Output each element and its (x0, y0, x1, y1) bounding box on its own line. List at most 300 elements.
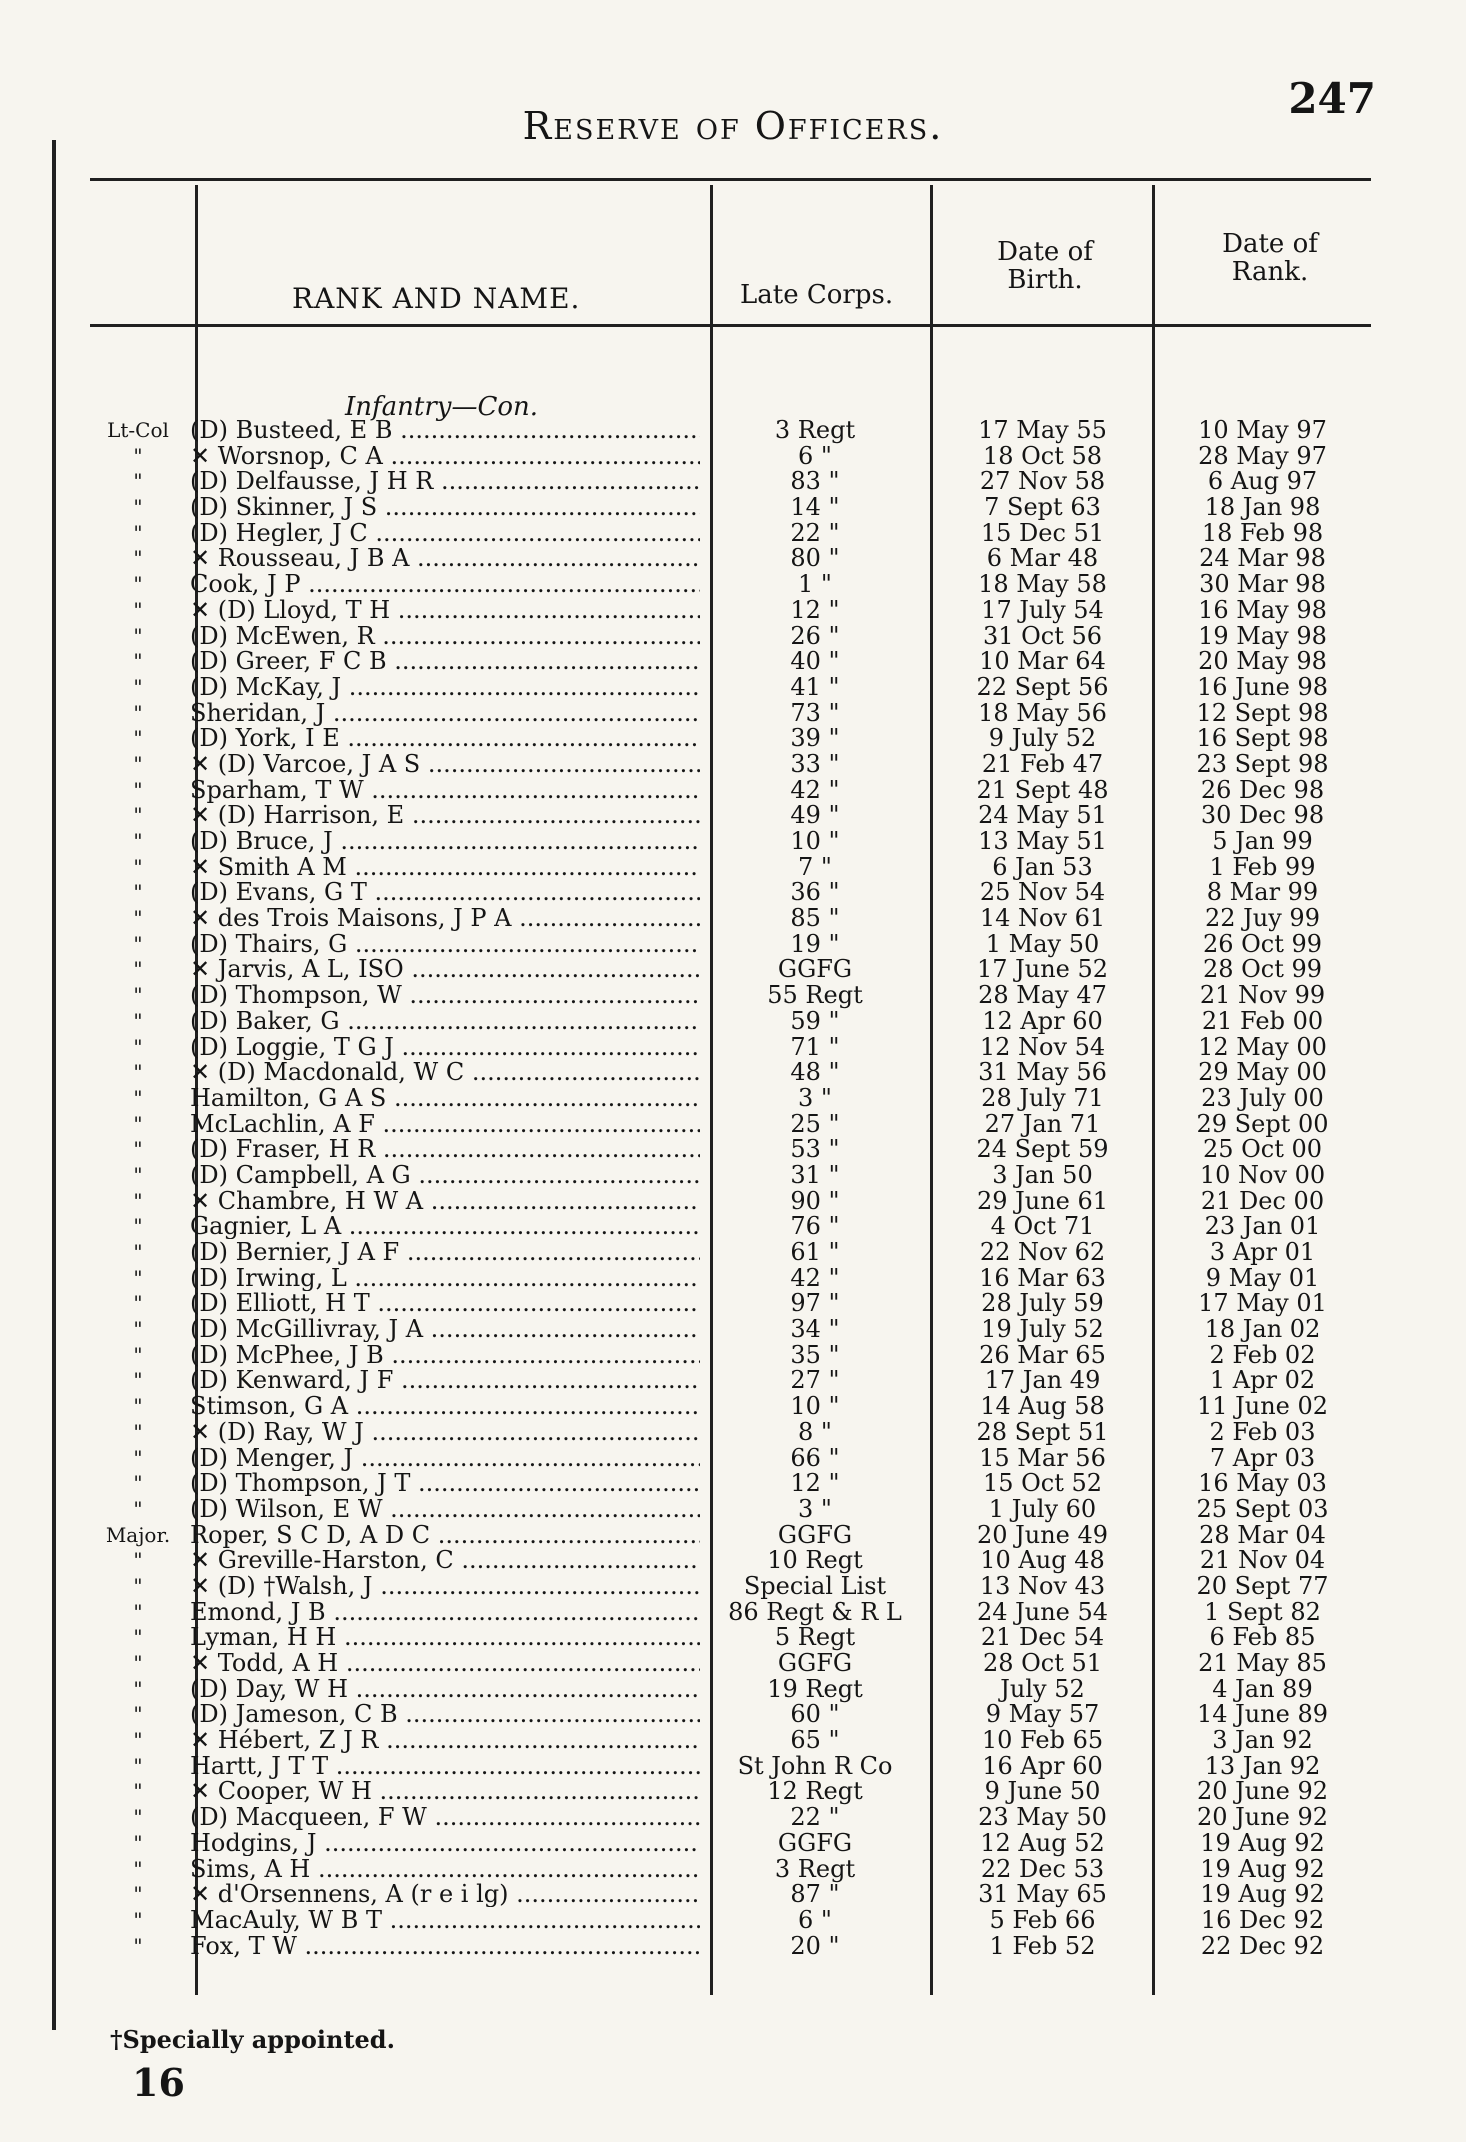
table-row (0, 726, 1466, 752)
date-of-rank-cell: 2 Feb 03 (1209, 1417, 1316, 1446)
table-row (0, 1291, 1466, 1317)
date-of-birth-cell: 1 May 50 (985, 929, 1100, 958)
date-of-birth-cell: 14 Aug 58 (980, 1392, 1105, 1421)
table-header-rule (90, 324, 1371, 327)
rank-cell: " (133, 1291, 143, 1316)
table-row (0, 1083, 1466, 1112)
name-cell: ✕ Chambre, H W A ..... (190, 1189, 700, 1214)
date-of-rank-cell: 20 June 92 (1196, 1777, 1329, 1806)
date-of-birth-cell: 21 Sept 48 (976, 775, 1109, 804)
late-corps-cell: 22 " (790, 1803, 840, 1832)
rank-cell: " (133, 443, 143, 468)
name-cell: Sims, A H ..... (190, 1857, 700, 1882)
table-row (0, 1060, 1466, 1086)
date-of-birth-cell: 31 May 65 (978, 1880, 1107, 1909)
date-of-birth-cell: 26 Mar 65 (979, 1340, 1106, 1369)
rank-cell: " (133, 1060, 143, 1085)
late-corps-cell: GGFG (777, 1520, 853, 1549)
date-of-birth-cell: 18 Oct 58 (982, 441, 1103, 470)
table-row (0, 518, 1466, 547)
late-corps-cell: 49 " (790, 801, 840, 830)
late-corps-cell: 3 Regt (774, 1854, 856, 1883)
rank-cell: " (133, 777, 143, 802)
name-cell: ✕ Cooper, W H ..... (190, 1779, 700, 1804)
table-row (0, 803, 1466, 829)
date-of-rank-cell: 21 Dec 00 (1200, 1186, 1325, 1215)
date-of-rank-cell: 22 Dec 92 (1200, 1931, 1325, 1960)
late-corps-cell: 53 " (790, 1135, 840, 1164)
name-cell: (D) Busteed, E B ..... (190, 418, 700, 443)
date-of-rank-cell: 26 Oct 99 (1202, 929, 1323, 958)
date-of-birth-cell: 16 Mar 63 (979, 1263, 1106, 1292)
rank-cell: Lt-Col (107, 418, 169, 442)
rank-cell: " (133, 546, 143, 571)
late-corps-cell: 19 " (790, 929, 840, 958)
date-of-rank-cell: 24 Mar 98 (1199, 544, 1326, 573)
date-of-birth-cell: 28 July 71 (981, 1083, 1104, 1112)
name-cell: (D) Thompson, W ..... (190, 983, 700, 1008)
date-of-rank-cell: 2 Feb 02 (1209, 1340, 1316, 1369)
date-of-birth-cell: 12 Aug 52 (980, 1828, 1105, 1857)
date-of-rank-cell: 10 Nov 00 (1199, 1160, 1326, 1189)
name-cell: (D) Loggie, T G J ..... (190, 1035, 700, 1060)
late-corps-cell: 12 " (790, 1469, 840, 1498)
date-of-rank-cell: 3 Jan 92 (1212, 1726, 1313, 1755)
name-cell: ✕ (D) †Walsh, J ..... (190, 1574, 700, 1599)
late-corps-cell: 19 Regt (767, 1674, 863, 1703)
date-of-birth-cell: 15 Dec 51 (980, 518, 1105, 547)
rank-cell: " (133, 597, 143, 622)
date-of-birth-cell: 15 Mar 56 (979, 1443, 1106, 1472)
name-cell: Sheridan, J ..... (190, 701, 700, 726)
date-of-birth-cell: 27 Nov 58 (979, 467, 1106, 496)
table-row (0, 1882, 1466, 1908)
late-corps-cell: 12 Regt (767, 1777, 863, 1806)
rank-cell: " (133, 906, 143, 931)
date-of-birth-cell: 23 May 50 (978, 1803, 1107, 1832)
date-of-birth-cell: 16 Apr 60 (982, 1751, 1103, 1780)
table-row (0, 1417, 1466, 1446)
date-of-birth-cell: 13 Nov 43 (979, 1571, 1106, 1600)
date-of-rank-cell: 28 May 97 (1198, 441, 1327, 470)
rank-cell: " (133, 1342, 143, 1367)
table-row (0, 1160, 1466, 1189)
late-corps-cell: St John R Co (737, 1751, 893, 1780)
table-row (0, 495, 1466, 521)
table-row (0, 852, 1466, 881)
date-of-birth-cell: 31 May 56 (978, 1058, 1107, 1087)
date-of-rank-cell: 1 Apr 02 (1209, 1366, 1316, 1395)
table-row (0, 1006, 1466, 1035)
table-row (0, 957, 1466, 983)
name-cell: (D) Elliott, H T ..... (190, 1291, 700, 1316)
name-cell: ✕ (D) Macdonald, W C ..... (190, 1060, 700, 1085)
table-row (0, 880, 1466, 906)
date-of-rank-cell: 21 May 85 (1198, 1649, 1327, 1677)
late-corps-cell: 6 " (798, 441, 832, 470)
date-of-birth-cell: 4 Oct 71 (990, 1212, 1095, 1241)
table-row (0, 1494, 1466, 1523)
date-of-rank-cell: 19 Aug 92 (1200, 1828, 1325, 1857)
date-of-birth-cell: 9 July 52 (988, 724, 1097, 753)
name-cell: (D) Campbell, A G ..... (190, 1163, 700, 1188)
rank-cell: " (133, 1753, 143, 1778)
table-row (0, 1751, 1466, 1780)
date-of-rank-cell: 16 June 98 (1196, 672, 1329, 701)
date-of-rank-cell: 30 Mar 98 (1199, 570, 1326, 599)
late-corps-cell: 41 " (790, 672, 840, 701)
late-corps-cell: 10 Regt (767, 1546, 863, 1575)
table-row (0, 469, 1466, 495)
late-corps-cell: 6 " (798, 1905, 832, 1934)
rank-cell: " (133, 803, 143, 828)
name-cell: Sparham, T W ..... (190, 778, 700, 803)
rank-cell: " (133, 983, 143, 1008)
table-row (0, 1625, 1466, 1651)
date-of-birth-cell: 12 Nov 54 (979, 1032, 1106, 1061)
table-row (0, 929, 1466, 958)
table-row (0, 1520, 1466, 1549)
rank-cell: " (133, 1625, 143, 1650)
date-of-birth-cell: 24 May 51 (978, 801, 1107, 830)
date-of-rank-cell: 23 Jan 01 (1204, 1212, 1321, 1241)
date-of-rank-cell: 16 Sept 98 (1196, 724, 1329, 753)
table-row (0, 1137, 1466, 1163)
date-of-birth-cell: 28 Sept 51 (976, 1417, 1109, 1446)
name-cell: ✕ Greville-Harston, C ..... (190, 1548, 700, 1573)
name-cell: (D) Hegler, J C ..... (190, 521, 700, 546)
rank-cell: " (133, 1265, 143, 1290)
date-of-rank-cell: 25 Oct 00 (1202, 1135, 1323, 1164)
date-of-birth-cell: 28 Oct 51 (982, 1649, 1103, 1677)
date-of-rank-cell: 28 Oct 99 (1202, 955, 1323, 984)
date-of-rank-cell: 17 May 01 (1198, 1289, 1327, 1318)
late-corps-cell: 34 " (790, 1315, 840, 1344)
late-corps-cell: 22 " (790, 518, 840, 547)
table-row (0, 1263, 1466, 1292)
date-of-rank-cell: 8 Mar 99 (1206, 878, 1319, 907)
rank-cell: " (133, 1856, 143, 1881)
date-of-birth-cell: 22 Sept 56 (976, 672, 1109, 701)
late-corps-cell: 8 " (798, 1417, 832, 1446)
date-of-birth-cell: 10 Aug 48 (980, 1546, 1105, 1575)
late-corps-cell: 83 " (790, 467, 840, 496)
rank-cell: " (133, 1882, 143, 1907)
rank-cell: " (133, 1702, 143, 1727)
late-corps-cell: 3 " (798, 1083, 832, 1112)
name-cell: ✕ Jarvis, A L, ISO ..... (190, 957, 700, 982)
table-row (0, 1109, 1466, 1138)
late-corps-cell: 85 " (790, 904, 840, 933)
name-cell: ✕ Hébert, Z J R ..... (190, 1728, 700, 1753)
date-of-rank-cell: 1 Sept 82 (1204, 1597, 1321, 1626)
date-of-birth-cell: 19 July 52 (981, 1315, 1104, 1344)
rank-cell: " (133, 1779, 143, 1804)
date-of-birth-cell: 17 June 52 (976, 955, 1109, 984)
name-cell: Emond, J B ..... (190, 1600, 700, 1625)
date-of-birth-cell: 22 Dec 53 (980, 1854, 1105, 1883)
date-of-rank-cell: 5 Jan 99 (1212, 827, 1313, 855)
table-row (0, 1368, 1466, 1394)
rank-cell: " (133, 1137, 143, 1162)
rank-cell: " (133, 520, 143, 545)
table-row (0, 1471, 1466, 1497)
date-of-rank-cell: 11 June 02 (1196, 1392, 1329, 1421)
date-of-birth-cell: 1 July 60 (988, 1494, 1097, 1523)
name-cell: MacAuly, W B T ..... (190, 1908, 700, 1933)
date-of-rank-cell: 21 Nov 04 (1199, 1546, 1326, 1575)
date-of-birth-cell: 3 Jan 50 (992, 1160, 1093, 1189)
date-of-rank-cell: 28 Mar 04 (1199, 1520, 1326, 1549)
date-of-birth-cell: 1 Feb 52 (989, 1931, 1096, 1960)
table-row (0, 1779, 1466, 1805)
date-of-birth-cell: 15 Oct 52 (982, 1469, 1103, 1498)
rank-cell: " (133, 1599, 143, 1624)
date-of-rank-cell: 29 Sept 00 (1196, 1109, 1329, 1138)
name-cell: ✕ (D) Harrison, E ..... (190, 803, 700, 828)
late-corps-cell: 5 Regt (774, 1623, 856, 1652)
date-of-rank-cell: 4 Jan 89 (1212, 1674, 1313, 1703)
signature-number: 16 (132, 2060, 185, 2105)
rank-cell: " (133, 495, 143, 520)
date-of-rank-cell: 19 Aug 92 (1200, 1854, 1325, 1883)
date-of-rank-cell: 16 May 03 (1198, 1469, 1327, 1498)
rank-cell: " (133, 957, 143, 982)
date-of-birth-cell: 18 May 56 (978, 698, 1107, 727)
date-of-birth-cell: 31 Oct 56 (982, 621, 1103, 650)
late-corps-cell: 40 " (790, 647, 840, 676)
late-corps-cell: 31 " (790, 1160, 840, 1189)
table-row (0, 1214, 1466, 1240)
name-cell: ✕ (D) Lloyd, T H ..... (190, 598, 700, 623)
date-of-rank-cell: 29 May 00 (1198, 1058, 1327, 1087)
date-of-rank-cell: 23 July 00 (1201, 1083, 1324, 1112)
table-row (0, 829, 1466, 855)
date-of-birth-cell: 14 Nov 61 (979, 904, 1106, 933)
table-row (0, 572, 1466, 598)
late-corps-cell: 20 " (790, 1931, 840, 1960)
date-of-rank-cell: 20 May 98 (1198, 647, 1327, 676)
date-of-birth-cell: 25 Nov 54 (979, 878, 1106, 907)
table-row (0, 1674, 1466, 1703)
rank-cell: " (133, 1188, 143, 1213)
late-corps-cell: 86 Regt & R L (728, 1597, 902, 1626)
late-corps-cell: 26 " (790, 621, 840, 650)
date-of-rank-cell: 21 Feb 00 (1201, 1006, 1324, 1035)
date-of-birth-cell: 21 Feb 47 (981, 749, 1104, 778)
late-corps-cell: 42 " (790, 775, 840, 804)
table-row (0, 1931, 1466, 1960)
rank-cell: " (133, 649, 143, 674)
rank-cell: " (133, 829, 143, 853)
date-of-birth-cell: 10 Mar 64 (979, 647, 1106, 676)
name-cell: (D) York, I E ..... (190, 726, 700, 751)
late-corps-cell: 66 " (790, 1443, 840, 1472)
name-cell: (D) McKay, J ..... (190, 675, 700, 700)
late-corps-cell: 1 " (798, 570, 832, 599)
date-of-rank-cell: 13 Jan 92 (1204, 1751, 1321, 1780)
rank-cell: " (133, 1162, 143, 1187)
late-corps-cell: 71 " (790, 1032, 840, 1061)
date-of-rank-cell: 22 Juy 99 (1205, 904, 1320, 933)
rank-cell: " (133, 1805, 143, 1830)
name-cell: (D) Irwing, L ..... (190, 1266, 700, 1291)
name-cell: McLachlin, A F ..... (190, 1112, 700, 1137)
rank-cell: " (133, 726, 143, 751)
table-row (0, 749, 1466, 778)
date-of-birth-cell: 13 May 51 (978, 827, 1107, 855)
date-of-rank-cell: 18 Jan 02 (1204, 1315, 1321, 1344)
name-cell: (D) Thairs, G ..... (190, 932, 700, 957)
date-of-rank-cell: 7 Apr 03 (1209, 1443, 1316, 1472)
name-cell: (D) Greer, F C B ..... (190, 649, 700, 674)
late-corps-cell: 27 " (790, 1366, 840, 1395)
name-cell: ✕ des Trois Maisons, J P A ..... (190, 906, 700, 931)
late-corps-cell: 97 " (790, 1289, 840, 1318)
table-row (0, 1548, 1466, 1574)
date-of-rank-cell: 25 Sept 03 (1196, 1494, 1329, 1523)
table-row (0, 649, 1466, 675)
name-cell: Gagnier, L A ..... (190, 1214, 700, 1239)
rank-cell: " (133, 1445, 143, 1470)
date-of-birth-cell: 28 July 59 (981, 1289, 1104, 1318)
rank-cell: " (133, 1394, 143, 1419)
date-of-birth-cell: 17 Jan 49 (984, 1366, 1101, 1395)
late-corps-cell: 90 " (790, 1186, 840, 1215)
date-of-birth-cell: 24 Sept 59 (976, 1135, 1109, 1164)
name-cell: (D) Menger, J ..... (190, 1446, 700, 1471)
name-cell: (D) Jameson, C B ..... (190, 1702, 700, 1727)
name-cell: ✕ Smith A M ..... (190, 855, 700, 880)
page-title: Reserve of Officers. (522, 104, 944, 148)
table-row (0, 1443, 1466, 1472)
late-corps-cell: 60 " (790, 1700, 840, 1729)
rank-cell: " (133, 1368, 143, 1393)
name-cell: (D) Thompson, J T ..... (190, 1471, 700, 1496)
table-row (0, 1702, 1466, 1728)
date-of-rank-cell: 16 May 98 (1198, 595, 1327, 624)
table-row (0, 1317, 1466, 1343)
name-cell: Cook, J P ..... (190, 572, 700, 597)
date-of-rank-cell: 18 Jan 98 (1204, 493, 1321, 522)
date-of-birth-cell: 24 June 54 (976, 1597, 1109, 1626)
name-cell: Hartt, J T T ..... (190, 1754, 700, 1779)
date-of-rank-cell: 23 Sept 98 (1196, 749, 1329, 778)
date-of-rank-cell: 16 Dec 92 (1200, 1905, 1325, 1934)
table-row (0, 621, 1466, 650)
late-corps-cell: 10 " (790, 1392, 840, 1421)
table-row (0, 1186, 1466, 1215)
table-row (0, 1828, 1466, 1857)
late-corps-cell: 59 " (790, 1006, 840, 1035)
date-of-birth-cell: 9 May 57 (985, 1700, 1100, 1729)
name-cell: ✕ (D) Varcoe, J A S ..... (190, 752, 700, 777)
name-cell: Roper, S C D, A D C ..... (190, 1523, 700, 1548)
table-row (0, 1805, 1466, 1831)
date-of-rank-cell: 3 Apr 01 (1209, 1238, 1316, 1266)
name-cell: (D) Day, W H ..... (190, 1677, 700, 1702)
date-of-rank-cell: 6 Feb 85 (1209, 1623, 1316, 1652)
rank-cell: " (133, 674, 143, 699)
date-of-rank-cell: 1 Feb 99 (1209, 852, 1316, 881)
date-of-birth-cell: 29 June 61 (976, 1186, 1109, 1215)
rank-cell: " (133, 1317, 143, 1342)
rank-cell: " (133, 751, 143, 776)
late-corps-cell: 65 " (790, 1726, 840, 1755)
late-corps-cell: 80 " (790, 544, 840, 573)
name-cell: (D) McPhee, J B ..... (190, 1343, 700, 1368)
date-of-birth-cell: 5 Feb 66 (989, 1905, 1096, 1934)
table-row (0, 1240, 1466, 1266)
date-of-rank-cell: 10 May 97 (1198, 416, 1327, 444)
name-cell: Hamilton, G A S ..... (190, 1086, 700, 1111)
date-of-birth-cell: 12 Apr 60 (982, 1006, 1103, 1035)
date-of-birth-cell: 18 May 58 (978, 570, 1107, 599)
rank-cell: " (133, 1034, 143, 1059)
table-row (0, 1032, 1466, 1061)
date-of-birth-cell: 21 Dec 54 (980, 1623, 1105, 1652)
rank-cell: " (133, 1214, 143, 1239)
name-cell: (D) Macqueen, F W ..... (190, 1805, 700, 1830)
date-of-birth-cell: 7 Sept 63 (984, 493, 1101, 522)
late-corps-cell: 42 " (790, 1263, 840, 1292)
name-cell: Stimson, G A ..... (190, 1394, 700, 1419)
page-number: 247 (1288, 74, 1376, 123)
name-cell: (D) Bruce, J ..... (190, 829, 700, 854)
rank-cell: " (133, 1573, 143, 1598)
rank-cell: " (133, 1830, 143, 1855)
date-of-rank-cell: 30 Dec 98 (1200, 801, 1325, 830)
rank-cell: " (133, 1008, 143, 1033)
late-corps-cell: 87 " (790, 1880, 840, 1909)
name-cell: Hodgins, J ..... (190, 1831, 700, 1856)
date-of-birth-cell: 28 May 47 (978, 981, 1107, 1010)
rank-cell: " (133, 1676, 143, 1701)
name-cell: ✕ Todd, A H ..... (190, 1651, 700, 1676)
table-row (0, 983, 1466, 1009)
date-of-rank-cell: 12 May 00 (1198, 1032, 1327, 1061)
late-corps-cell: Special List (743, 1571, 887, 1600)
name-cell: ✕ Rousseau, J B A ..... (190, 546, 700, 571)
footnote: †Specially appointed. (110, 2025, 395, 2054)
rank-cell: " (133, 1728, 143, 1753)
late-corps-cell: 76 " (790, 1212, 840, 1241)
late-corps-cell: 33 " (790, 749, 840, 778)
date-of-rank-cell: 12 Sept 98 (1196, 698, 1329, 727)
late-corps-cell: 3 Regt (774, 416, 856, 444)
table-row (0, 1571, 1466, 1600)
date-of-birth-cell: 10 Feb 65 (981, 1726, 1104, 1755)
rank-cell: " (133, 1419, 143, 1444)
table-row (0, 595, 1466, 624)
date-of-birth-cell: 9 June 50 (984, 1777, 1101, 1806)
date-of-birth-cell: 17 July 54 (981, 595, 1104, 624)
late-corps-cell: 55 Regt (767, 981, 863, 1010)
date-of-birth-cell: 27 Jan 71 (984, 1109, 1101, 1138)
rank-cell: " (133, 854, 143, 879)
date-of-rank-cell: 20 Sept 77 (1196, 1571, 1329, 1600)
rank-cell: Major. (105, 1522, 171, 1547)
name-cell: (D) Delfausse, J H R ..... (190, 469, 700, 494)
date-of-birth-cell: 17 May 55 (978, 416, 1107, 444)
date-of-rank-cell: 6 Aug 97 (1207, 467, 1318, 496)
table-row (0, 418, 1466, 444)
date-of-rank-cell: 9 May 01 (1205, 1263, 1320, 1292)
late-corps-cell: 14 " (790, 493, 840, 522)
rank-cell: " (133, 1085, 143, 1110)
date-of-rank-cell: 21 Nov 99 (1199, 981, 1326, 1010)
date-of-rank-cell: 20 June 92 (1196, 1803, 1329, 1832)
